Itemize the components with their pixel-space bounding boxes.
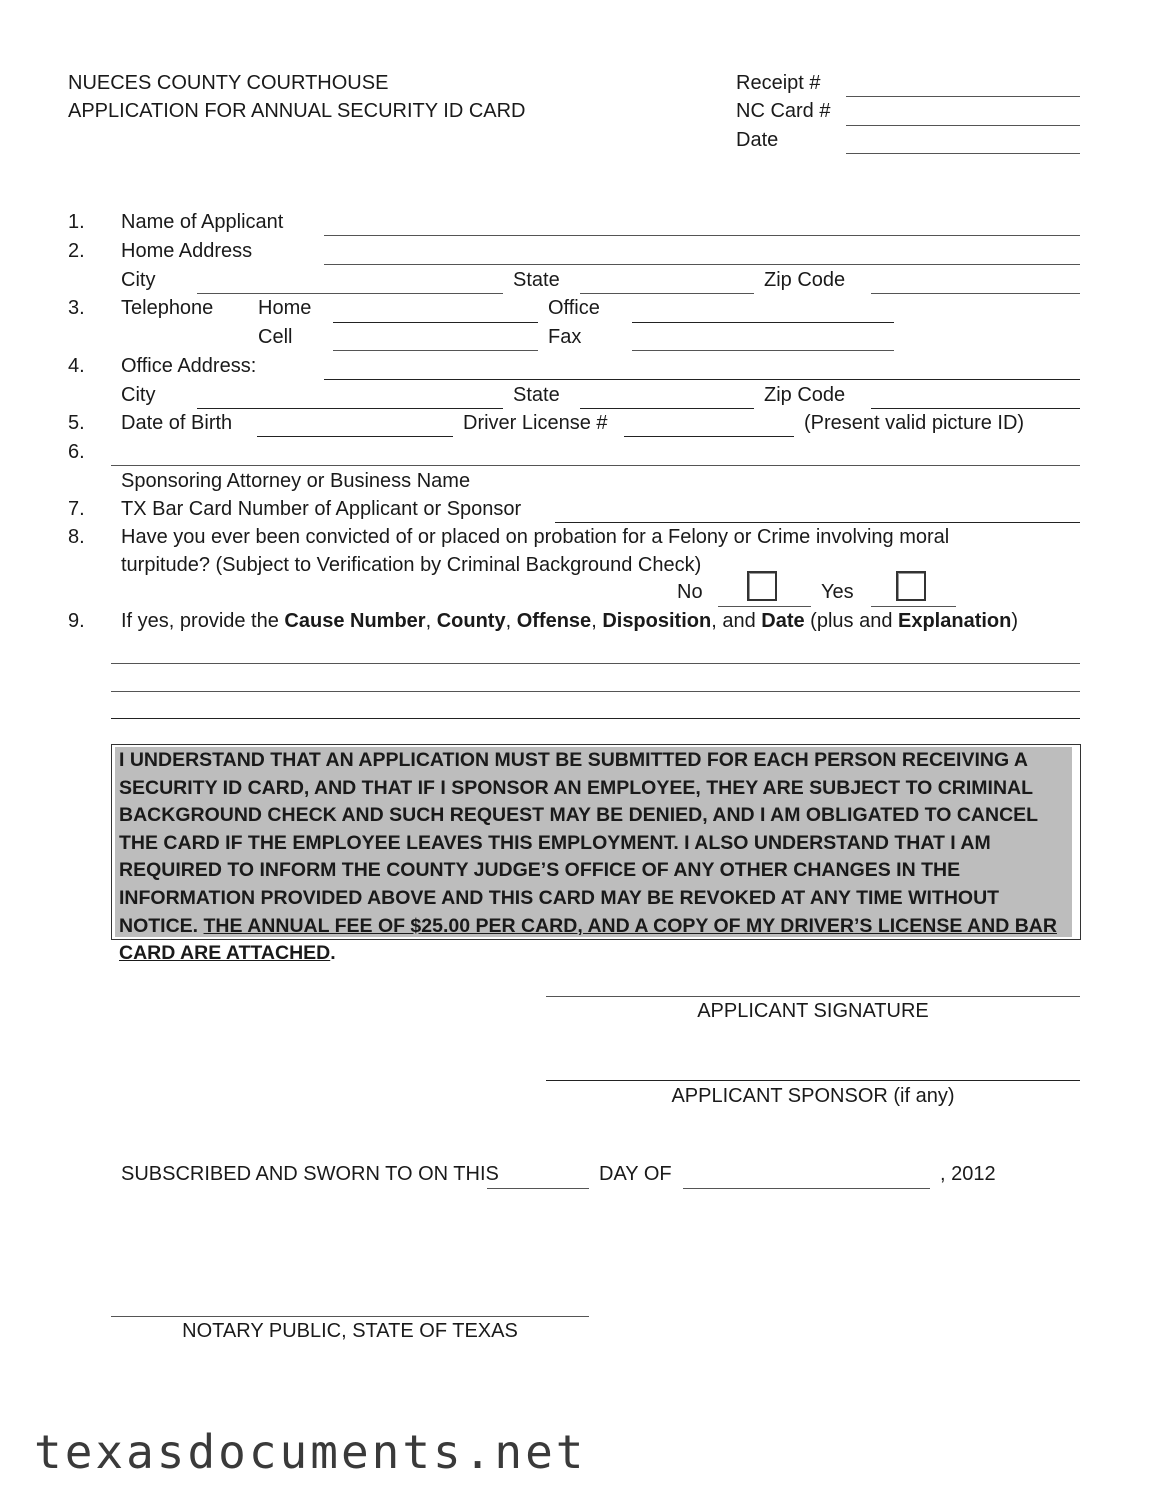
office-address-label: Office Address: [121, 355, 257, 377]
picture-id-note: (Present valid picture ID) [804, 412, 1025, 434]
sponsor-signature-label: APPLICANT SPONSOR (if any) [671, 1085, 955, 1107]
cell-field[interactable] [333, 350, 538, 351]
office-zip-label: Zip Code [764, 384, 846, 406]
form-title: NUECES COUNTY COURTHOUSE [68, 72, 389, 94]
yes-underline [871, 606, 956, 607]
item-number: 9. [68, 610, 85, 632]
no-checkbox[interactable] [747, 571, 777, 601]
no-underline [718, 606, 811, 607]
office-phone-field[interactable] [632, 322, 894, 323]
acknowledgement-notice [111, 744, 1081, 965]
office-city-label: City [121, 384, 156, 406]
home-state-field[interactable] [580, 293, 754, 294]
dl-field[interactable] [624, 436, 794, 437]
notary-signature-line[interactable] [111, 1316, 589, 1317]
yes-label: Yes [821, 581, 854, 603]
item-number: 1. [68, 211, 85, 233]
applicant-signature-label: APPLICANT SIGNATURE [697, 1000, 929, 1022]
office-phone-label: Office [548, 297, 600, 319]
fee-statement: THE ANNUAL FEE OF $25.00 PER CARD, AND A COPY OF MY DRIVER’S LICENSE AND BAR CARD ARE ATTACHED [119, 914, 1057, 965]
dob-field[interactable] [257, 436, 453, 437]
sworn-day-field[interactable] [487, 1188, 589, 1189]
item-number: 4. [68, 355, 85, 377]
conviction-question: Have you ever been convicted of or placed on probation for a Felony or Crime involving moral [121, 526, 950, 548]
office-state-field[interactable] [580, 408, 754, 409]
sworn-statement: SUBSCRIBED AND SWORN TO ON THIS [121, 1163, 499, 1185]
home-phone-label: Home [258, 297, 312, 319]
fax-field[interactable] [632, 350, 894, 351]
item-number: 2. [68, 240, 85, 262]
office-zip-field[interactable] [871, 408, 1080, 409]
explanation-line-1[interactable] [111, 663, 1080, 664]
form-subtitle: APPLICATION FOR ANNUAL SECURITY ID CARD [68, 100, 526, 122]
day-of-label: DAY OF [599, 1163, 672, 1185]
name-label: Name of Applicant [121, 211, 284, 233]
home-city-field[interactable] [197, 293, 503, 294]
bar-card-field[interactable] [555, 522, 1080, 523]
item-number: 3. [68, 297, 85, 319]
receipt-field[interactable] [846, 96, 1080, 97]
home-address-field[interactable] [324, 264, 1080, 265]
site-watermark: texasdocuments.net [34, 1425, 587, 1479]
home-phone-field[interactable] [333, 322, 538, 323]
name-field[interactable] [324, 235, 1080, 236]
fax-label: Fax [548, 326, 582, 348]
home-zip-label: Zip Code [764, 269, 846, 291]
dl-label: Driver License # [463, 412, 608, 434]
bar-card-label: TX Bar Card Number of Applicant or Sponsor [121, 498, 522, 520]
applicant-signature-line[interactable] [546, 996, 1080, 997]
home-address-label: Home Address [121, 240, 253, 262]
year-label: , 2012 [940, 1163, 996, 1185]
office-address-field[interactable] [324, 379, 1080, 380]
nc-card-label: NC Card # [736, 100, 831, 122]
notary-label: NOTARY PUBLIC, STATE OF TEXAS [182, 1320, 518, 1342]
date-field[interactable] [846, 153, 1080, 154]
item-number: 5. [68, 412, 85, 434]
home-city-label: City [121, 269, 156, 291]
office-state-label: State [513, 384, 560, 406]
telephone-label: Telephone [121, 297, 214, 319]
sponsor-signature-line[interactable] [546, 1080, 1080, 1081]
notice-text: I UNDERSTAND THAT AN APPLICATION MUST BE SUBMITTED FOR EACH PERSON RECEIVING A SECURITY ID CARD, AND THAT IF I SPONSOR AN EMPLOYEE, THEY ARE SUBJECT TO CRIMINAL BACKGROUND CHECK AND SUCH REQUEST MAY BE DENIED, AND I AM OBLIGATED TO CANCEL THE CARD IF THE EMPLOYEE LEAVES THIS EMPLOYMENT. I ALSO UNDERSTAND THAT I AM REQUIRED TO INFORM THE COUNTY JUDGE’S OFFICE OF ANY OTHER CHANGES IN THE INFORMATION PROVIDED ABOVE AND THIS CARD MAY BE REVOKED AT ANY TIME WITHOUT NOTICE. THE ANNUAL FEE OF $25.00 PER CARD, AND A COPY OF MY DRIVER’S LICENSE AND BAR CARD ARE ATTACHED. [119, 749, 1057, 965]
no-label: No [677, 581, 703, 603]
office-city-field[interactable] [197, 408, 503, 409]
dob-label: Date of Birth [121, 412, 233, 434]
home-zip-field[interactable] [871, 293, 1080, 294]
yes-checkbox[interactable] [896, 571, 926, 601]
item-number: 7. [68, 498, 85, 520]
receipt-label: Receipt # [736, 72, 821, 94]
cell-label: Cell [258, 326, 293, 348]
sponsor-label: Sponsoring Attorney or Business Name [121, 470, 471, 492]
item-number: 6. [68, 441, 85, 463]
item-number: 8. [68, 526, 85, 548]
date-label: Date [736, 129, 779, 151]
sworn-month-field[interactable] [683, 1188, 930, 1189]
conviction-question-cont: turpitude? (Subject to Verification by Criminal Background Check) [121, 554, 702, 576]
sponsor-field[interactable] [111, 465, 1080, 466]
home-state-label: State [513, 269, 560, 291]
explanation-line-2[interactable] [111, 691, 1080, 692]
if-yes-instructions: If yes, provide the Cause Number, County, Offense, Disposition, and Date (plus and Explanation) [121, 610, 1019, 632]
nc-card-field[interactable] [846, 125, 1080, 126]
explanation-line-3[interactable] [111, 718, 1080, 719]
